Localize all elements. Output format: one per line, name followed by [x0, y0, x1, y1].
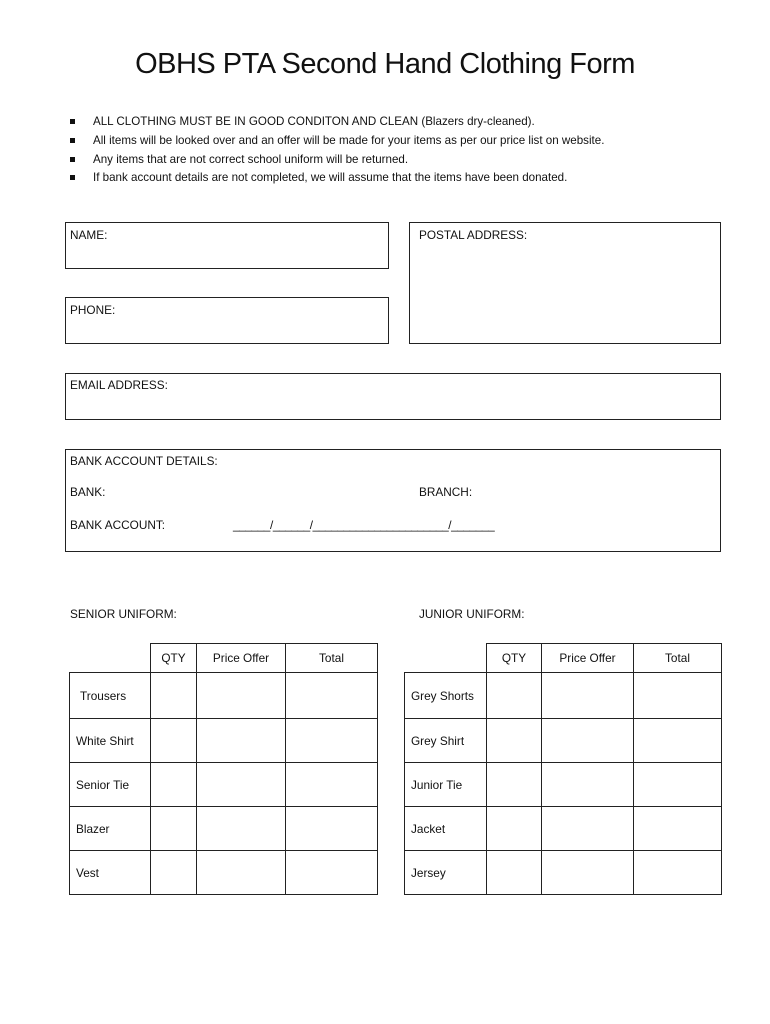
branch-label[interactable]: BRANCH:: [419, 485, 473, 499]
total-cell[interactable]: [286, 763, 378, 807]
email-field[interactable]: [65, 373, 721, 420]
table-row: [405, 763, 722, 807]
qty-cell[interactable]: [487, 851, 542, 895]
postal-address-label: POSTAL ADDRESS:: [419, 228, 528, 242]
qty-cell[interactable]: [151, 807, 197, 851]
phone-label: PHONE:: [70, 303, 116, 317]
instructions-list: [70, 113, 750, 188]
qty-cell[interactable]: [487, 763, 542, 807]
table-row: [405, 851, 722, 895]
name-label: NAME:: [70, 228, 108, 242]
instruction-text: All items will be looked over and an offer will be made for your items as per our price list on website.: [93, 133, 605, 147]
instruction-text: ALL CLOTHING MUST BE IN GOOD CONDITON AND CLEAN (Blazers dry-cleaned).: [93, 115, 535, 128]
total-header: Total: [634, 644, 722, 673]
bank-account-label: BANK ACCOUNT:: [70, 518, 166, 532]
bank-details-heading: BANK ACCOUNT DETAILS:: [70, 454, 218, 468]
price-offer-cell[interactable]: [197, 763, 286, 807]
item-name: White Shirt: [70, 719, 151, 763]
table-row: [405, 719, 722, 763]
bank-label[interactable]: BANK:: [70, 485, 106, 499]
total-cell[interactable]: [634, 807, 722, 851]
name-field[interactable]: [65, 222, 389, 269]
list-item: [70, 132, 750, 151]
bank-account-blank[interactable]: ______/______/______________________/_______: [233, 518, 495, 532]
price-offer-cell[interactable]: [542, 763, 634, 807]
bank-details-box: [65, 449, 721, 552]
total-cell[interactable]: [634, 719, 722, 763]
price-offer-cell[interactable]: [197, 807, 286, 851]
bullet-square-icon: [70, 157, 75, 162]
price-offer-cell[interactable]: [197, 673, 286, 719]
table-row: [70, 851, 378, 895]
qty-header: QTY: [487, 644, 542, 673]
price-offer-cell[interactable]: [542, 807, 634, 851]
item-name: Trousers: [70, 673, 151, 719]
item-name: Blazer: [70, 807, 151, 851]
qty-cell[interactable]: [151, 851, 197, 895]
total-cell[interactable]: [286, 807, 378, 851]
table-row: [70, 719, 378, 763]
price-offer-cell[interactable]: [197, 851, 286, 895]
phone-field[interactable]: [65, 297, 389, 344]
instruction-text: Any items that are not correct school uniform will be returned.: [93, 152, 409, 166]
table-row: [405, 673, 722, 719]
item-name: Senior Tie: [70, 763, 151, 807]
page-title: OBHS PTA Second Hand Clothing Form: [135, 48, 635, 80]
table-row: [70, 673, 378, 719]
price-offer-cell[interactable]: [542, 719, 634, 763]
qty-cell[interactable]: [151, 763, 197, 807]
qty-cell[interactable]: [487, 807, 542, 851]
list-item: [70, 151, 750, 170]
item-name: Vest: [70, 851, 151, 895]
table-row: [405, 807, 722, 851]
item-name: Grey Shirt: [405, 719, 487, 763]
total-cell[interactable]: [286, 673, 378, 719]
table-row: [70, 807, 378, 851]
qty-cell[interactable]: [151, 673, 197, 719]
item-name: Grey Shorts: [405, 673, 487, 719]
table-header-row: [70, 644, 378, 673]
instruction-text: If bank account details are not completed, we will assume that the items have been donated.: [93, 171, 568, 185]
price-offer-cell[interactable]: [542, 851, 634, 895]
total-cell[interactable]: [634, 851, 722, 895]
total-header: Total: [286, 644, 378, 673]
item-name: Junior Tie: [405, 763, 487, 807]
qty-cell[interactable]: [151, 719, 197, 763]
table-row: [70, 763, 378, 807]
total-cell[interactable]: [634, 673, 722, 719]
total-cell[interactable]: [634, 763, 722, 807]
qty-header: QTY: [151, 644, 197, 673]
total-cell[interactable]: [286, 719, 378, 763]
bullet-square-icon: [70, 138, 75, 143]
postal-address-field[interactable]: [409, 222, 721, 344]
item-name: Jersey: [405, 851, 487, 895]
bullet-square-icon: [70, 175, 75, 180]
item-name: Jacket: [405, 807, 487, 851]
qty-cell[interactable]: [487, 673, 542, 719]
list-item: [70, 169, 750, 188]
senior-uniform-heading: SENIOR UNIFORM:: [70, 607, 177, 621]
table-header-row: [405, 644, 722, 673]
junior-uniform-heading: JUNIOR UNIFORM:: [419, 607, 525, 621]
price-offer-cell[interactable]: [542, 673, 634, 719]
qty-cell[interactable]: [487, 719, 542, 763]
junior-uniform-table: [404, 643, 722, 895]
price-offer-header: Price Offer: [542, 644, 634, 673]
email-label: EMAIL ADDRESS:: [70, 378, 168, 392]
total-cell[interactable]: [286, 851, 378, 895]
list-item: [70, 113, 750, 132]
price-offer-cell[interactable]: [197, 719, 286, 763]
price-offer-header: Price Offer: [197, 644, 286, 673]
bullet-square-icon: [70, 119, 75, 124]
senior-uniform-table: [69, 643, 378, 895]
